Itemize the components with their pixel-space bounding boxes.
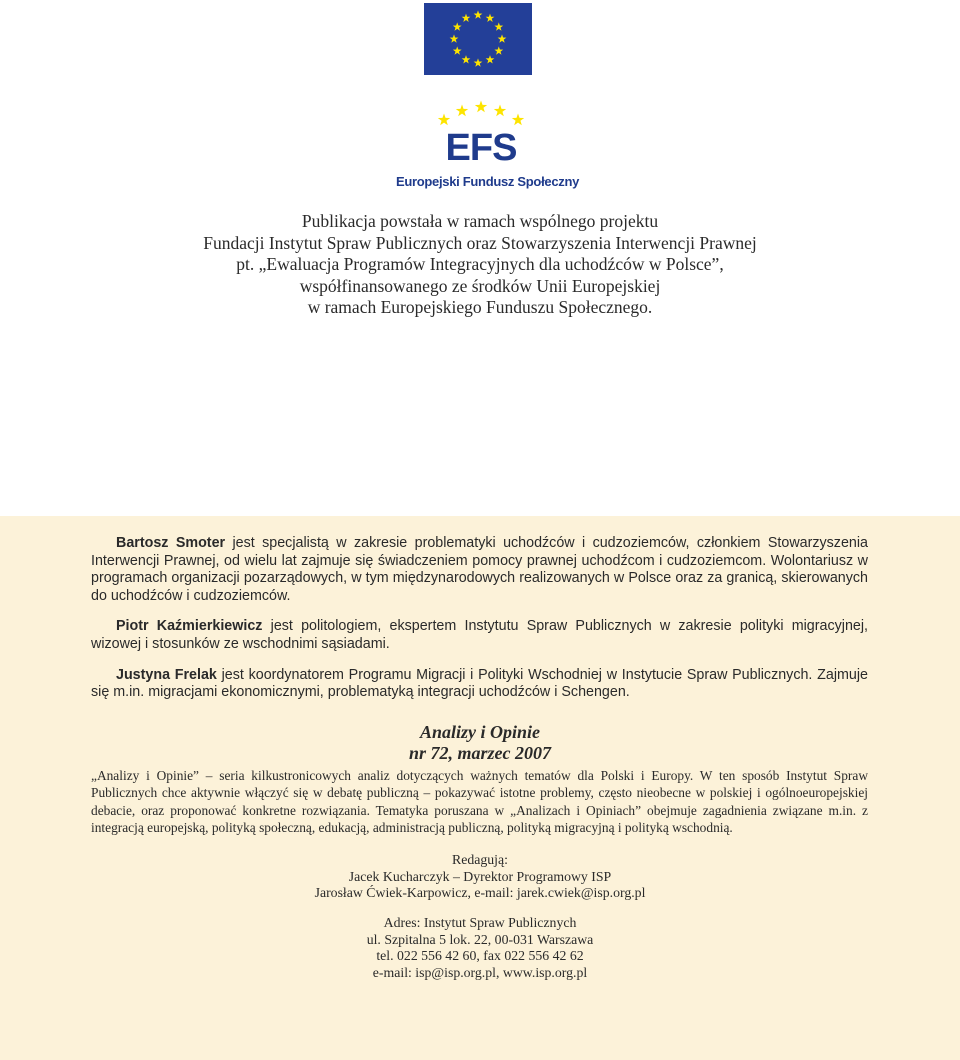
author-bio-text: jest specjalistą w zakresie problematyki uchodźców i cudzoziemców, członkiem Stowarzyszenia Interwencji Prawnej, od wielu lat zajmuje się świadczeniem pomocy prawnej uchodźcom i cudzoziemcom. Wolontariusz w programach organizacji pozarządowych, w tym międzynarodowych realizowanych w Polsce oraz za granicą, skierowanych do uchodźców i cudzoziemców. — [91, 535, 868, 604]
author-name: Bartosz Smoter — [116, 535, 226, 551]
efs-stars — [438, 101, 524, 126]
intro-line: pt. „Ewaluacja Programów Integracyjnych dla uchodźców w Polsce”, — [236, 254, 724, 274]
address-line: e-mail: isp@isp.org.pl, www.isp.org.pl — [372, 964, 588, 980]
author-bio — [91, 535, 868, 605]
series-title: Analizy i Opinie — [419, 722, 540, 742]
efs-star-icon — [456, 105, 468, 117]
author-name: Piotr Kaźmierkiewicz — [116, 618, 263, 635]
eu-flag-icon — [424, 3, 532, 75]
intro-text — [0, 211, 960, 319]
efs-caption: Europejski Fundusz Społeczny — [396, 174, 580, 189]
author-bio-text: jest koordynatorem Programu Migracji i Polityki Wschodniej w Instytucie Spraw Publicznych. Zajmuje się m.in. migracjami ekonomicznymi, problematyką integracji uchodźców i Schengen. — [91, 666, 868, 701]
editors — [0, 852, 960, 902]
author-bio-text: jest politologiem, ekspertem Instytutu Spraw Publicznych w zakresie polityki migracyjnej, wizowej i stosunków ze wschodnimi sąsiadami. — [91, 618, 868, 652]
intro-line: Publikacja powstała w ramach wspólnego projektu — [301, 211, 659, 231]
address-line: Adres: Instytut Spraw Publicznych — [383, 915, 577, 930]
address-line: tel. 022 556 42 60, fax 022 556 42 62 — [376, 948, 584, 963]
author-bio — [91, 667, 868, 702]
author-bios — [91, 535, 868, 715]
editors-heading: Redagują: — [452, 852, 508, 867]
efs-star-icon — [512, 114, 524, 126]
author-name: Justyna Frelak — [116, 666, 217, 683]
efs-star-icon — [494, 105, 506, 117]
efs-star-icon — [475, 101, 487, 113]
address-line: ul. Szpitalna 5 lok. 22, 00-031 Warszawa — [366, 931, 594, 947]
address-block — [0, 915, 960, 981]
intro-line: Fundacji Instytut Spraw Publicznych oraz Stowarzyszenia Interwencji Prawnej — [203, 232, 757, 253]
series-issue: nr 72, marzec 2007 — [408, 743, 551, 763]
intro-line: w ramach Europejskiego Funduszu Społecznego. — [307, 297, 653, 317]
editor-line: Jacek Kucharczyk – Dyrektor Programowy ISP — [348, 868, 612, 884]
series-heading — [0, 722, 960, 764]
editor-line: Jarosław Ćwiek-Karpowicz, e-mail: jarek.cwiek@isp.org.pl — [314, 885, 646, 900]
author-bio — [91, 618, 868, 653]
efs-star-icon — [438, 114, 450, 126]
intro-line: współfinansowanego ze środków Unii Europejskiej — [299, 275, 661, 296]
efs-logo-text: EFS — [445, 127, 517, 169]
series-description: „Analizy i Opinie” – seria kilkustronicowych analiz dotyczących ważnych tematów dla Polski i Europy. W ten sposób Instytut Spraw Publicznych chce aktywnie włączyć się w debatę publiczną – pokazywać istotne problemy, często nieobecne w polskiej i ogólnoeuropejskiej debacie, oraz proponować konkretne rozwiązania. Tematyka poruszana w „Analizach i Opiniach” obejmuje zagadnienia związane m.in. z integracją europejską, polityką społeczną, edukacją, administracją publiczną, polityką migracyjną i polityką wschodnią. — [91, 768, 868, 835]
